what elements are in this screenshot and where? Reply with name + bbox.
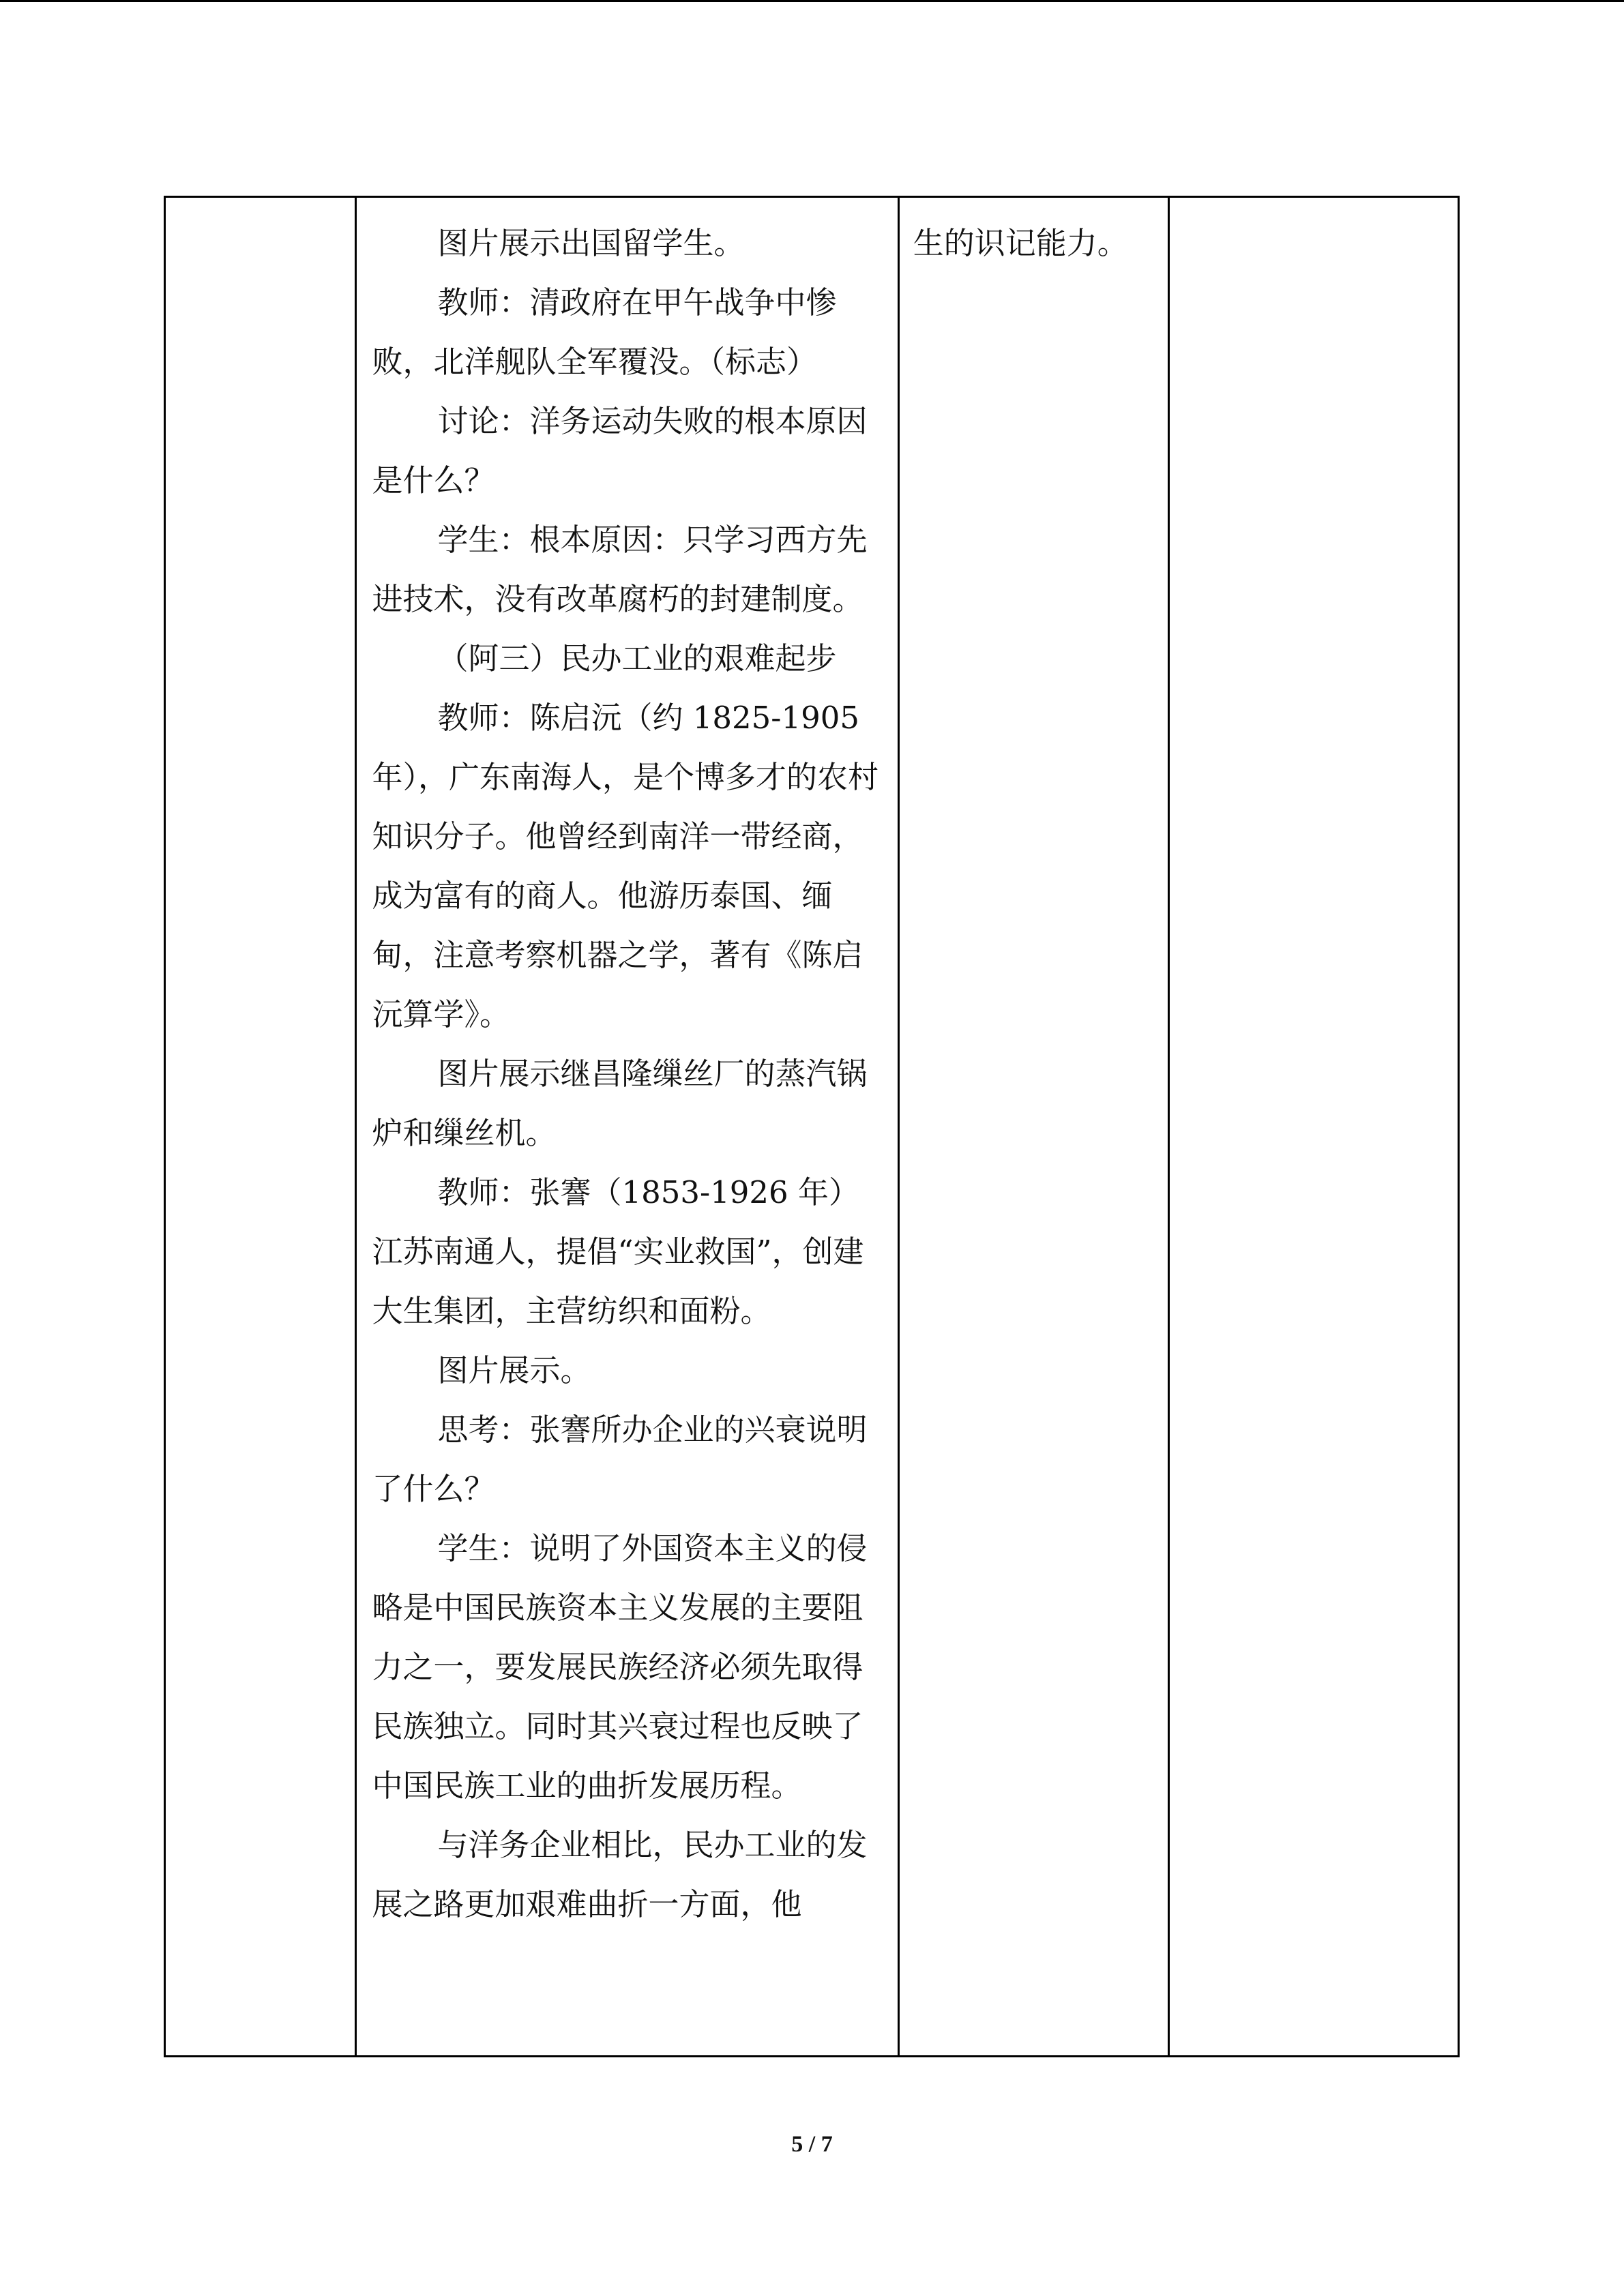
paragraph-3: 讨论：洋务运动失败的根本原因是什么？ <box>372 403 868 498</box>
table-row <box>165 197 1459 2057</box>
activity-cell <box>356 197 898 2057</box>
paragraph-7: 图片展示继昌隆缫丝厂的蒸汽锅炉和缫丝机。 <box>372 1056 868 1151</box>
design-intent-cell <box>898 197 1169 2057</box>
paragraph-9: 图片展示。 <box>437 1352 591 1388</box>
page-number: 5 / 7 <box>791 2132 833 2157</box>
stage-cell <box>165 197 356 2057</box>
paragraph-2: 教师：清政府在甲午战争中惨败，北洋舰队全军覆没。（标志） <box>372 284 837 380</box>
paragraph-8: 教师：张謇（1853-1926 年）江苏南通人，提倡“实业救国”，创建大生集团，主营纺织和面粉。 <box>372 1174 864 1329</box>
lesson-plan-table <box>164 196 1460 2057</box>
paragraph-11: 学生：说明了外国资本主义的侵略是中国民族资本主义发展的主要阻力之一，要发展民族经济必须先取得民族独立。同时其兴衰过程也反映了中国民族工业的曲折发展历程。 <box>372 1530 868 1804</box>
remarks-cell <box>1169 197 1459 2057</box>
top-border-line <box>0 0 1624 2</box>
paragraph-5: （阿三）民办工业的艰难起步 <box>437 640 837 676</box>
design-intent-text: 生的识记能力。 <box>913 225 1128 261</box>
paragraph-4: 学生：根本原因：只学习西方先进技术，没有改革腐朽的封建制度。 <box>372 522 868 617</box>
paragraph-12: 与洋务企业相比，民办工业的发展之路更加艰难曲折一方面，他 <box>372 1827 868 1922</box>
paragraph-10: 思考：张謇所办企业的兴衰说明了什么？ <box>372 1412 868 1507</box>
activity-content <box>357 198 897 1934</box>
paragraph-1: 图片展示出国留学生。 <box>437 225 745 261</box>
paragraph-6: 教师：陈启沅（约 1825-1905 年），广东南海人，是个博多才的农村知识分子。他曾经到南洋一带经商，成为富有的商人。他游历泰国、缅甸，注意考察机器之学，著有《陈启沅算学》。 <box>372 700 879 1032</box>
